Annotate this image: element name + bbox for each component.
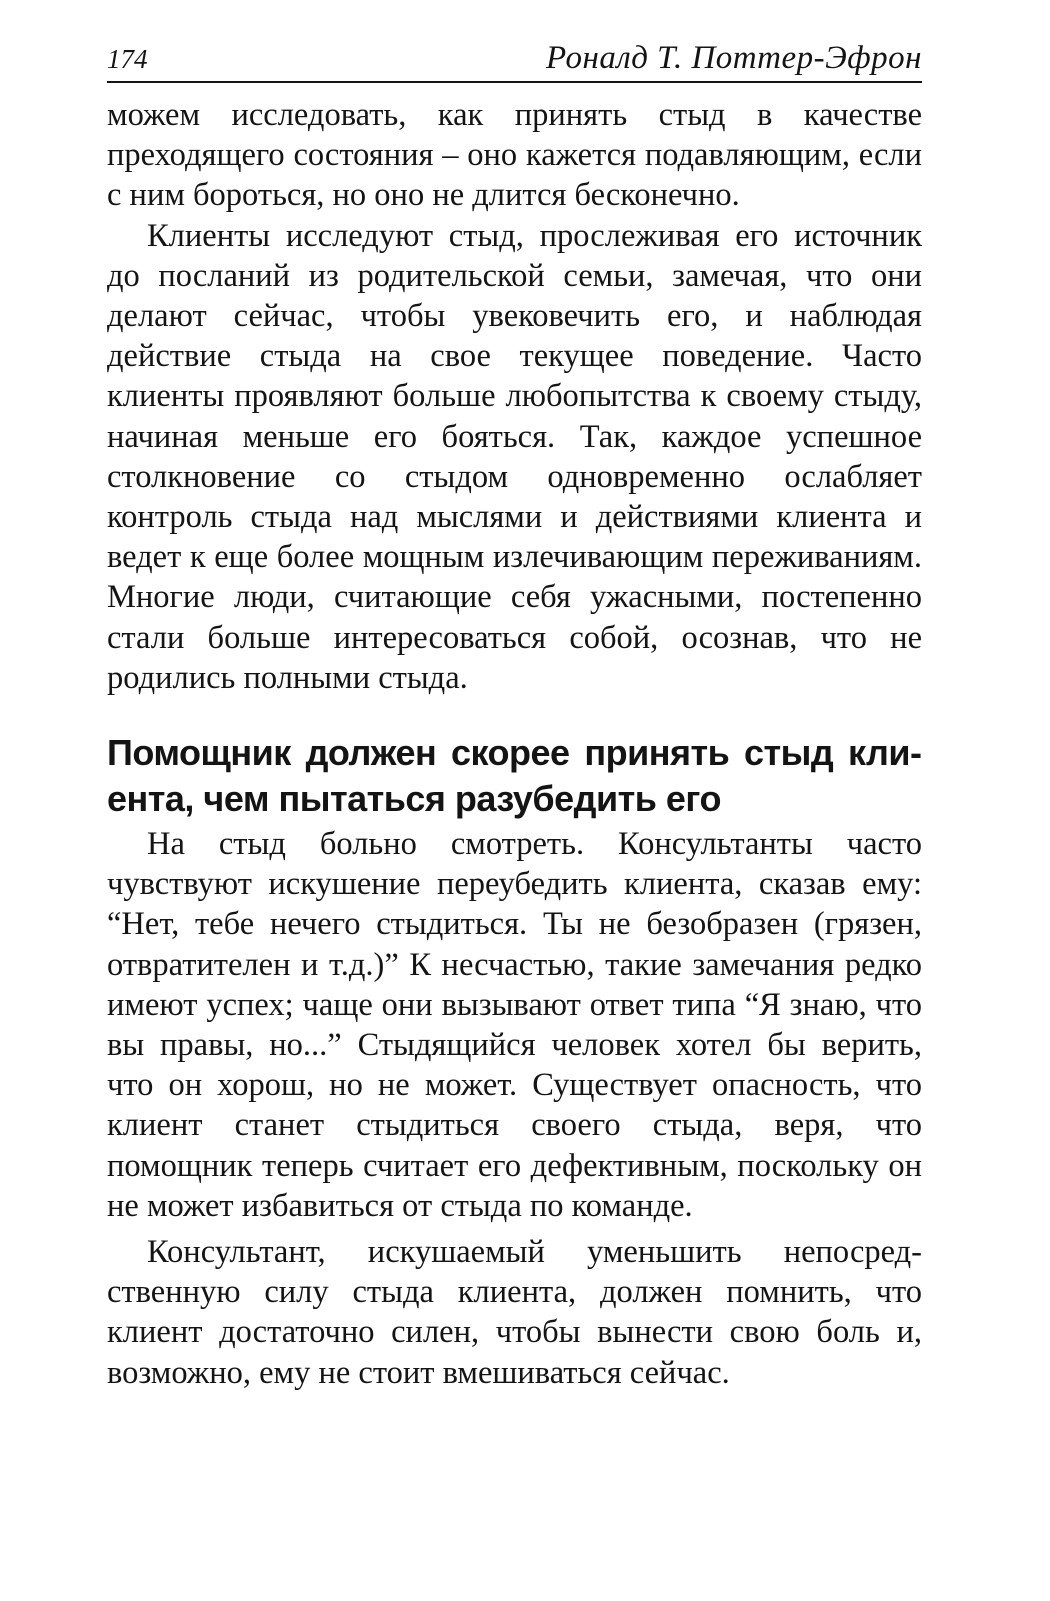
section-heading: Помощник должен скорее принять стыд клиента, чем пытаться разубедить его xyxy=(107,732,922,820)
paragraph: Клиенты исследуют стыд, прослеживая его источник до посланий из родительской семьи, замечая, что они делают сейчас, чтобы увековечить его, и наблюдая действие стыда на свое текущее поведение. Часто клиенты проявляют больше любопытства к своему стыду, начиная меньше его бояться. Так, каждое успешное столкновение со стыдом одновременно ослабляет контроль стыда над мыслями и действиями клиента и ведет к еще более мощным излечивающим переживаниям. Многие люди, считающие себя ужасными, постепенно стали больше интересоваться собой, осознав, что не родились полными стыда. xyxy=(107,217,922,696)
paragraph: На стыд больно смотреть. Консультанты часто чувствуют искушение переубедить клиента, сказав ему: “Нет, тебе нечего стыдиться. Ты не безобразен (грязен, отвратителен и т.д.)” К несчастью, такие замечания редко имеют успех; чаще они вызывают ответ типа “Я знаю, что вы правы, но...” Стыдящийся человек хотел бы верить, что он хорош, но не может. Существует опасность, что клиент станет стыдиться своего стыда, веря, что помощник теперь считает его дефективным, поскольку он не может избавиться от стыда по команде. xyxy=(107,826,922,1224)
running-head xyxy=(107,38,922,83)
running-head-author: Роналд Т. Поттер-Эфрон xyxy=(546,40,922,76)
paragraph-continued: можем исследовать, как принять стыд в качестве преходящего состояния – оно кажется подавляющим, если с ним бороться, но оно не длится бесконечно. xyxy=(107,97,922,214)
book-page xyxy=(107,38,922,1393)
page-number: 174 xyxy=(107,44,148,74)
paragraph: Консультант, искушаемый уменьшить непосредственную силу стыда клиента, должен помнить, что клиент достаточно силен, чтобы вынести свою боль и, возможно, ему не стоит вмешиваться сейчас. xyxy=(107,1234,922,1391)
